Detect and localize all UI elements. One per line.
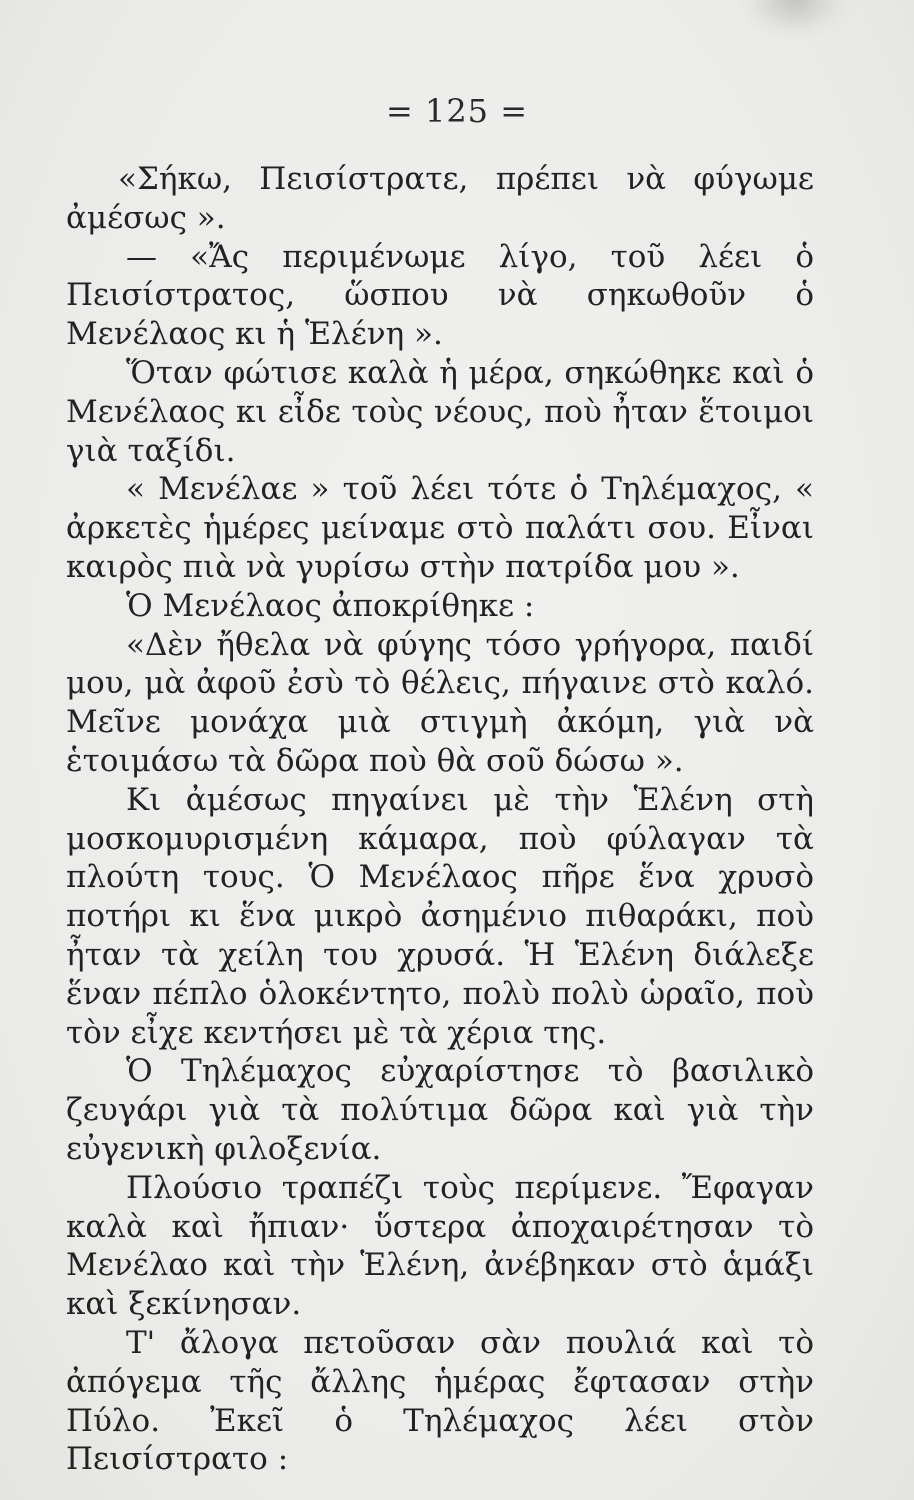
paragraph: «Δὲν ἤθελα νὰ φύγης τόσο γρήγορα, παιδί μου, μὰ ἀφοῦ ἐσὺ τὸ θέλεις, πήγαινε στὸ καλό. Μεῖνε μονάχα μιὰ στιγμὴ ἀκόμη, γιὰ νὰ ἑτοιμάσω τὰ δῶρα ποὺ θὰ σοῦ δώσω ».	[66, 626, 814, 779]
paragraph: Πλούσιο τραπέζι τοὺς περίμενε. Ἔφαγαν καλὰ καὶ ἤπιαν· ὕστερα ἀποχαιρέτησαν τὸ Μενέλαο καὶ τὴν Ἑλένη, ἀνέβηκαν στὸ ἁμάξι καὶ ξεκίνησαν.	[66, 1169, 814, 1323]
paragraph: «Σήκω, Πεισίστρατε, πρέπει νὰ φύγωμε ἀμέσως ».	[66, 161, 814, 236]
paragraph: Ὁ Μενέλαος ἀποκρίθηκε :	[126, 587, 535, 624]
page-stain	[740, 0, 850, 40]
page-number: = 125 =	[385, 92, 529, 130]
paragraph: Κι ἀμέσως πηγαίνει μὲ τὴν Ἑλένη στὴ μοσκομυρισμένη κάμαρα, ποὺ φύλαγαν τὰ πλούτη τους. Ὁ Μενέλαος πῆρε ἕνα χρυσὸ ποτήρι κι ἕνα μικρὸ ἀσημένιο πιθαράκι, ποὺ ἦταν τὰ χείλη του χρυσά. Ἡ Ἑλένη διάλεξε ἕναν πέπλο ὁλοκέντητο, πολὺ πολὺ ὡραῖο, ποὺ τὸν εἶχε κεντήσει μὲ τὰ χέρια της.	[66, 781, 814, 1051]
paragraph: — «Ἄς περιμένωμε λίγο, τοῦ λέει ὁ Πεισίστρατος, ὥσπου νὰ σηκωθοῦν ὁ Μενέλαος κι ἡ Ἑλένη ».	[66, 238, 814, 353]
page-text	[66, 160, 814, 1479]
paragraph: Τ' ἄλογα πετοῦσαν σὰν πουλιά καὶ τὸ ἀπόγεμα τῆς ἄλλης ἡμέρας ἔφτασαν στὴν Πύλο. Ἐκεῖ ὁ Τηλέμαχος λέει στὸν Πεισίστρατο :	[66, 1324, 814, 1478]
paragraph: Ὁ Τηλέμαχος εὐχαρίστησε τὸ βασιλικὸ ζευγάρι γιὰ τὰ πολύτιμα δῶρα καὶ γιὰ τὴν εὐγενικὴ φιλοξενία.	[66, 1053, 814, 1167]
paragraph: Ὅταν φώτισε καλὰ ἡ μέρα, σηκώθηκε καὶ ὁ Μενέλαος κι εἶδε τοὺς νέους, ποὺ ἦταν ἕτοιμοι γιὰ ταξίδι.	[66, 354, 814, 469]
paragraph: « Μενέλαε » τοῦ λέει τότε ὁ Τηλέμαχος, « ἀρκετὲς ἡμέρες μείναμε στὸ παλάτι σου. Εἶναι καιρὸς πιὰ νὰ γυρίσω στὴν πατρίδα μου ».	[66, 471, 814, 585]
